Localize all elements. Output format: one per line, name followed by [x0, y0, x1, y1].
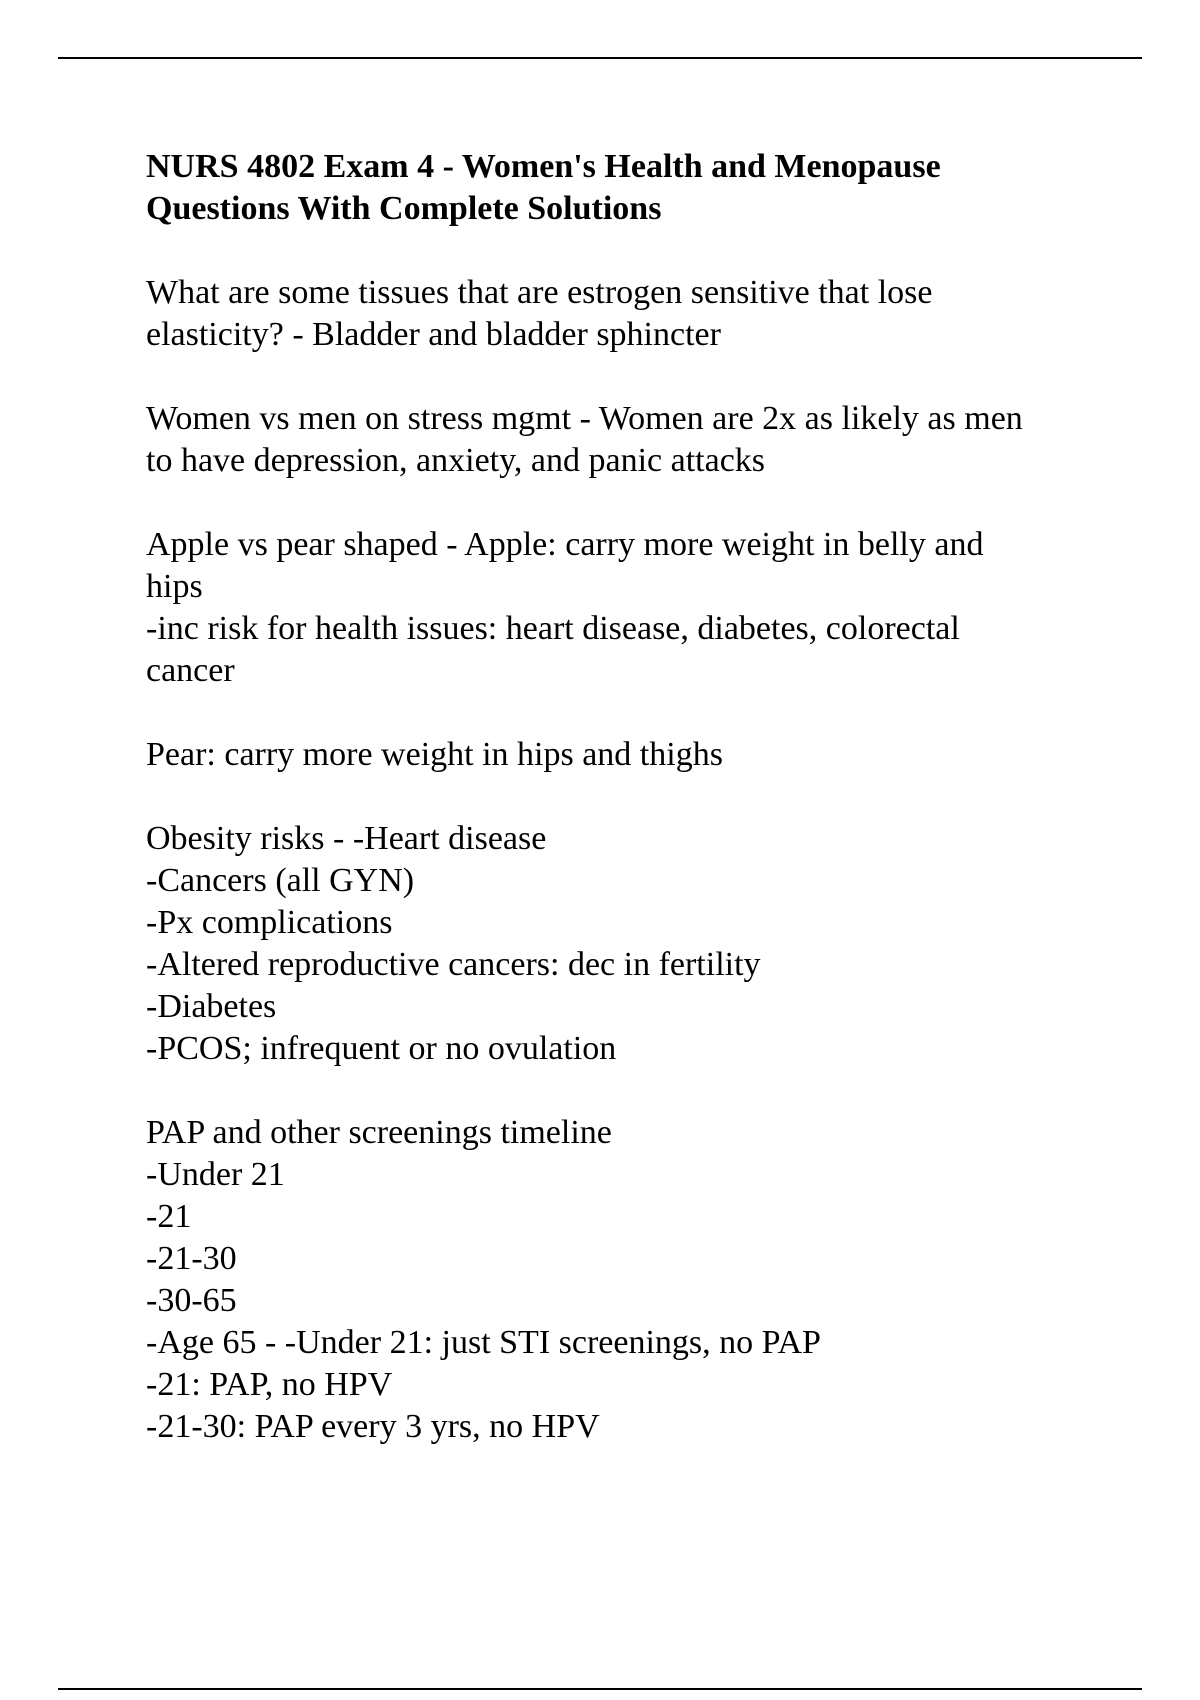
text-line: -30-65	[146, 1282, 237, 1319]
title-line: NURS 4802 Exam 4 - Women's Health and Menopause	[146, 148, 941, 185]
text-line: -21: PAP, no HPV	[146, 1366, 393, 1403]
document-title	[146, 146, 1106, 230]
text-line: Women vs men on stress mgmt - Women are 2x as likely as men	[146, 400, 1023, 437]
qa-obesity-risks	[146, 818, 1106, 1070]
text-line: hips	[146, 568, 203, 605]
text-line: -Under 21	[146, 1156, 285, 1193]
text-line: -Cancers (all GYN)	[146, 862, 415, 899]
text-line: Pear: carry more weight in hips and thighs	[146, 736, 723, 773]
text-line: -Px complications	[146, 904, 393, 941]
text-line: -21	[146, 1198, 192, 1235]
title-line: Questions With Complete Solutions	[146, 190, 662, 227]
text-line: Apple vs pear shaped - Apple: carry more weight in belly and	[146, 526, 984, 563]
text-line: to have depression, anxiety, and panic attacks	[146, 442, 766, 479]
qa-pear	[146, 734, 1106, 776]
text-line: -21-30: PAP every 3 yrs, no HPV	[146, 1408, 600, 1445]
top-divider	[58, 57, 1142, 59]
text-line: -Diabetes	[146, 988, 277, 1025]
document-body	[146, 146, 1106, 1490]
qa-estrogen-tissues	[146, 272, 1106, 356]
qa-stress-mgmt	[146, 398, 1106, 482]
text-line: elasticity? - Bladder and bladder sphincter	[146, 316, 721, 353]
text-line: cancer	[146, 652, 235, 689]
text-line: -PCOS; infrequent or no ovulation	[146, 1030, 617, 1067]
qa-pap-screenings	[146, 1112, 1106, 1448]
text-line: Obesity risks - -Heart disease	[146, 820, 547, 857]
bottom-divider	[58, 1688, 1142, 1690]
text-line: -inc risk for health issues: heart disease, diabetes, colorectal	[146, 610, 960, 647]
qa-apple-vs-pear	[146, 524, 1106, 692]
text-line: -Age 65 - -Under 21: just STI screenings, no PAP	[146, 1324, 821, 1361]
text-line: What are some tissues that are estrogen sensitive that lose	[146, 274, 933, 311]
text-line: PAP and other screenings timeline	[146, 1114, 612, 1151]
text-line: -21-30	[146, 1240, 237, 1277]
text-line: -Altered reproductive cancers: dec in fertility	[146, 946, 761, 983]
